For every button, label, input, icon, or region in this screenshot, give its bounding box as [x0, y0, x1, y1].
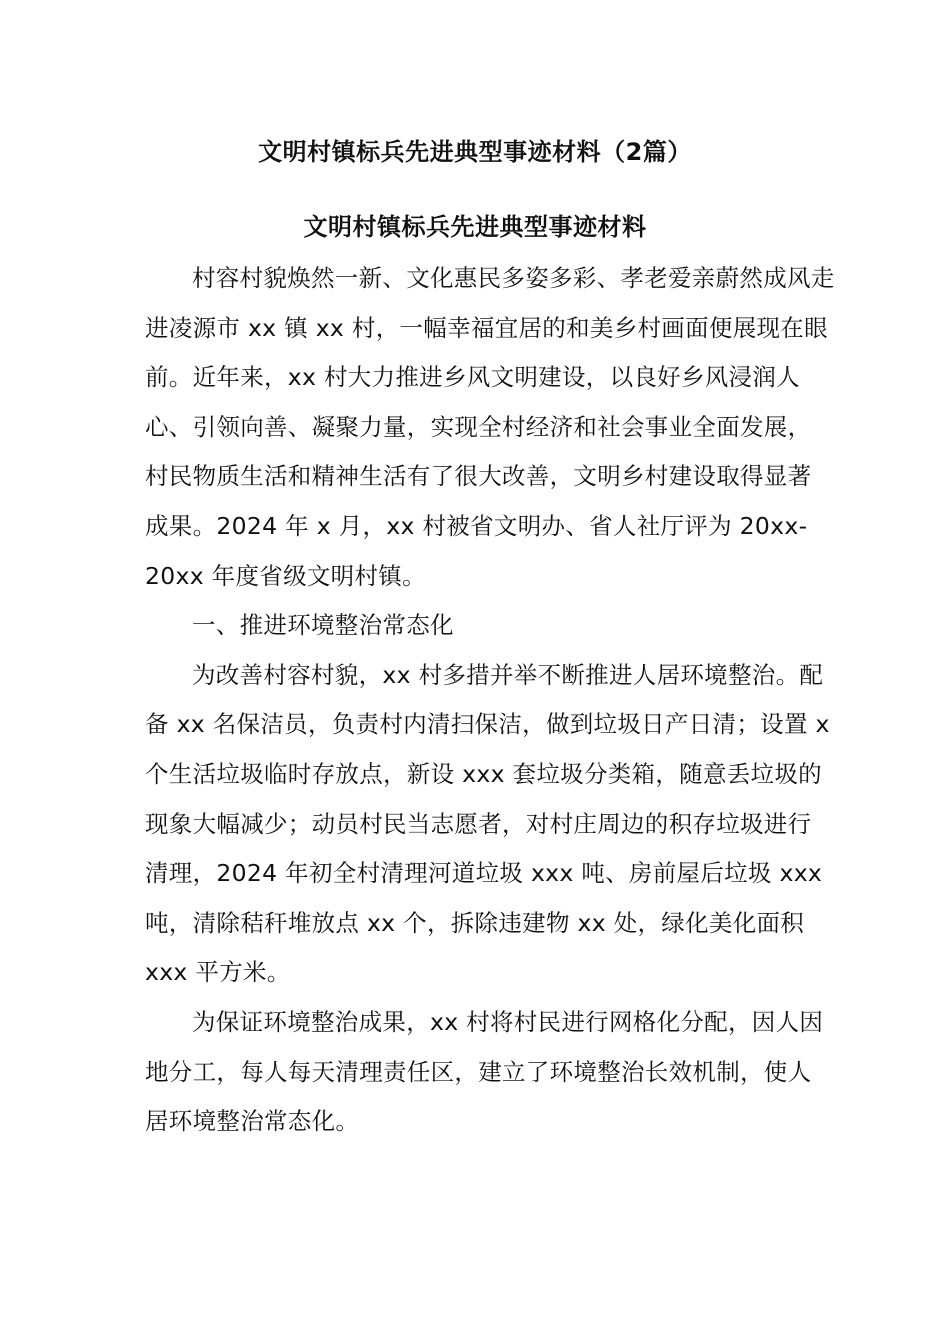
section-heading-1: 一、推进环境整治常态化 [192, 611, 454, 640]
paragraph-environment: 为改善村容村貌，xx 村多措并举不断推进人居环境整治。配备 xx 名保洁员，负责村内清扫保洁，做到垃圾日产日清；设置 x 个生活垃圾临时存放点，新设 xxx 套垃圾分类箱，随意丢垃圾的现象大幅减少；动员村民当志愿者，对村庄周边的积存垃圾进行清理，2024 年初全村清理河道垃圾 xxx 吨、房前屋后垃圾 xxx 吨，清除秸秆堆放点 xx 个，拆除违建物 xx 处，绿化美化面积 xxx 平方米。 [145, 660, 830, 987]
paragraph-grid-management: 为保证环境整治成果，xx 村将村民进行网格化分配，因人因地分工，每人每天清理责任区，建立了环境整治长效机制，使人居环境整治常态化。 [145, 1007, 824, 1136]
article-title: 文明村镇标兵先进典型事迹材料 [303, 213, 647, 241]
document-title: 文明村镇标兵先进典型事迹材料（2篇） [258, 138, 692, 166]
paragraph-intro: 村容村貌焕然一新、文化惠民多姿多彩、孝老爱亲蔚然成风走进凌源市 xx 镇 xx 村，一幅幸福宜居的和美乡村画面便展现在眼前。近年来，xx 村大力推进乡风文明建设，以良好乡风浸润人心、引领向善、凝聚力量，实现全村经济和社会事业全面发展，村民物质生活和精神生活有了很大改善，文明乡村建设取得显著成果。2024 年 x 月，xx 村被省文明办、省人社厅评为 20xx-20xx 年度省级文明村镇。 [145, 264, 835, 590]
article-body [145, 254, 835, 1147]
